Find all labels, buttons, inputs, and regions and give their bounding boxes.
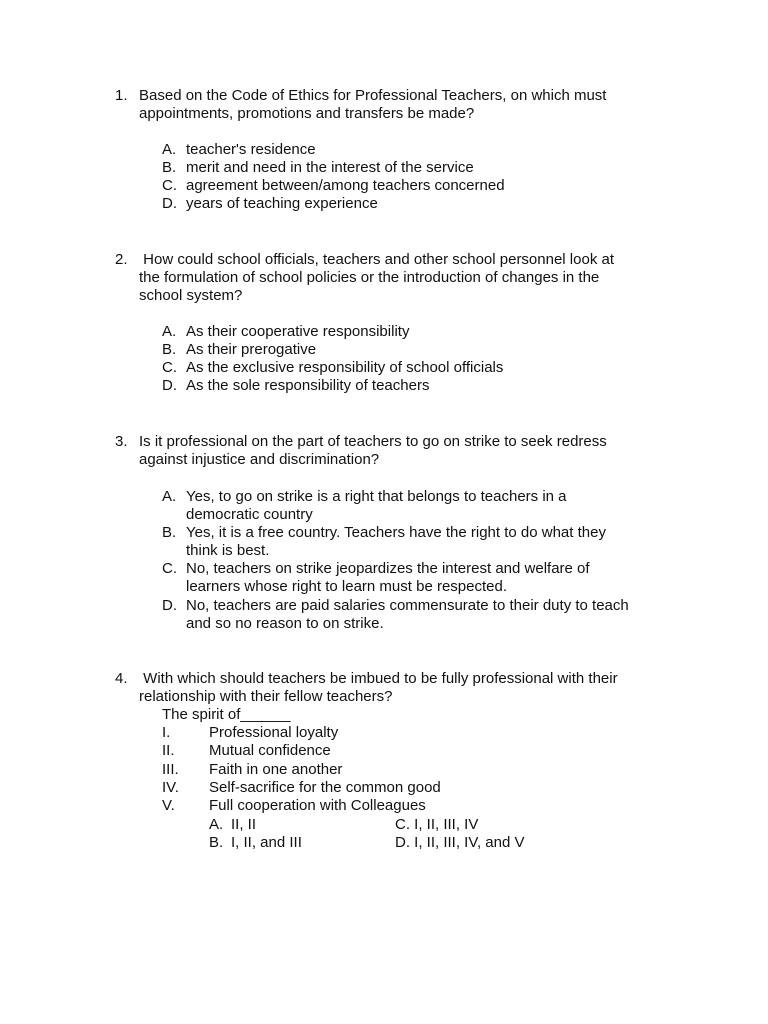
q3-option-b-letter: B.	[162, 524, 177, 541]
q3-option-a-letter: A.	[162, 488, 177, 505]
q1-option-c-letter: C.	[162, 177, 177, 194]
q4-lead: The spirit of______	[162, 706, 291, 723]
q3-option-b-text-line-2: think is best.	[186, 542, 270, 559]
q3-option-c-letter: C.	[162, 560, 177, 577]
q3-option-a-text-line-1: Yes, to go on strike is a right that belongs to teachers in a	[186, 488, 567, 505]
q4-number: 4.	[115, 670, 128, 687]
q3-stem-line-1: Is it professional on the part of teachers to go on strike to seek redress	[139, 433, 607, 450]
q1-stem-line-2: appointments, promotions and transfers be made?	[139, 105, 475, 122]
q2-option-a-letter: A.	[162, 323, 177, 340]
q2-stem-line-1: How could school officials, teachers and other school personnel look at	[139, 251, 614, 268]
q2-option-b-text: As their prerogative	[186, 341, 317, 358]
q2-option-a-text: As their cooperative responsibility	[186, 323, 410, 340]
q3-number: 3.	[115, 433, 128, 450]
q2-number: 2.	[115, 251, 128, 268]
q4-roman-numeral-2: II.	[162, 742, 175, 759]
q3-option-d-letter: D.	[162, 597, 177, 614]
q4-roman-item-2: Mutual confidence	[209, 742, 331, 759]
q2-stem-line-3: school system?	[139, 287, 243, 304]
q2-stem-line-2: the formulation of school policies or the introduction of changes in the	[139, 269, 600, 286]
q3-option-d-text-line-1: No, teachers are paid salaries commensurate to their duty to teach	[186, 597, 629, 614]
q3-option-a-text-line-2: democratic country	[186, 506, 313, 523]
q3-option-c-text-line-1: No, teachers on strike jeopardizes the interest and welfare of	[186, 560, 590, 577]
q1-option-a-text: teacher's residence	[186, 141, 316, 158]
q1-option-b-letter: B.	[162, 159, 177, 176]
q2-option-d-text: As the sole responsibility of teachers	[186, 377, 430, 394]
q4-choice-c-text: C. I, II, III, IV	[395, 816, 479, 833]
q4-choice-b-text: I, II, and III	[231, 834, 302, 851]
q2-option-d-letter: D.	[162, 377, 177, 394]
q4-roman-item-5: Full cooperation with Colleagues	[209, 797, 426, 814]
q1-option-a-letter: A.	[162, 141, 177, 158]
q1-stem-line-1: Based on the Code of Ethics for Professional Teachers, on which must	[139, 87, 607, 104]
q4-choice-b-letter: B.	[209, 834, 224, 851]
q3-stem-line-2: against injustice and discrimination?	[139, 451, 380, 468]
q3-option-b-text-line-1: Yes, it is a free country. Teachers have the right to do what they	[186, 524, 606, 541]
q4-choice-a-text: II, II	[231, 816, 257, 833]
q2-option-b-letter: B.	[162, 341, 177, 358]
q3-option-d-text-line-2: and so no reason to on strike.	[186, 615, 384, 632]
q4-choice-a-letter: A.	[209, 816, 224, 833]
q4-roman-numeral-5: V.	[162, 797, 175, 814]
q4-stem-line-1: With which should teachers be imbued to be fully professional with their	[139, 670, 618, 687]
q4-roman-item-3: Faith in one another	[209, 761, 343, 778]
q4-roman-numeral-4: IV.	[162, 779, 179, 796]
q4-roman-item-4: Self-sacrifice for the common good	[209, 779, 441, 796]
q1-number: 1.	[115, 87, 128, 104]
q2-option-c-letter: C.	[162, 359, 177, 376]
q1-option-d-letter: D.	[162, 195, 177, 212]
q4-roman-numeral-3: III.	[162, 761, 179, 778]
q3-option-c-text-line-2: learners whose right to learn must be respected.	[186, 578, 507, 595]
q4-choice-d-text: D. I, II, III, IV, and V	[395, 834, 525, 851]
q1-option-b-text: merit and need in the interest of the service	[186, 159, 474, 176]
q2-option-c-text: As the exclusive responsibility of school officials	[186, 359, 504, 376]
q4-roman-numeral-1: I.	[162, 724, 171, 741]
q4-roman-item-1: Professional loyalty	[209, 724, 339, 741]
q1-option-d-text: years of teaching experience	[186, 195, 378, 212]
q4-stem-line-2: relationship with their fellow teachers?	[139, 688, 393, 705]
q1-option-c-text: agreement between/among teachers concerned	[186, 177, 505, 194]
